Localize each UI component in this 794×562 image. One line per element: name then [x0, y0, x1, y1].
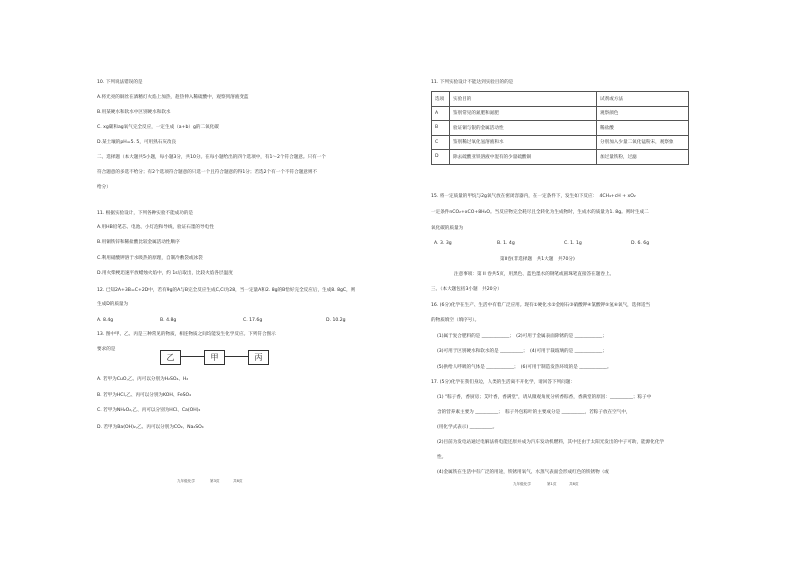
diagram-box-yi: 乙 — [160, 350, 181, 365]
row-method: 加过量铁粉，过滤 — [597, 150, 689, 165]
q17-line1: 17. (5分)化学在我们身边，人类的生活离不开化学，请回答下列问题： — [431, 380, 575, 385]
table-row — [432, 121, 689, 136]
diagram-box-jia: 甲 — [204, 350, 225, 365]
q11b-stem: 11. 下列实验设计不能达到实验目的的是 — [431, 80, 514, 85]
part2-title: 第II卷(非选择题 共1大题 共70分) — [500, 257, 575, 262]
row-option: D — [432, 150, 450, 165]
q17-line2: (1) "粽子香，香厨房；艾叶香，香满堂"，请从微观角度分析香粽香，香满堂的原因：__________；粽子中 — [437, 395, 652, 400]
header-option: 选项 — [432, 92, 450, 107]
row-method: 分别加入少量二氧化锰粉末，观察象 — [597, 135, 689, 150]
q17-line5: (2)目前为发电站通过电解法将电能还原并成为汽车发动机燃料，其中还由于太阳光发出的中子可助，能源化化学 — [437, 440, 665, 445]
q12-option-c: C. 17.6g — [243, 318, 263, 323]
footer-subject: 九年级化学 — [513, 482, 531, 486]
header-method: 试剂或方法 — [597, 92, 689, 107]
q17-line6: 性。 — [437, 455, 447, 460]
q15-option-c: C. 1. 1g — [564, 241, 582, 246]
part2-note: 注意事项：第 II 卷共5页，用黑色、蓝色墨水的钢笔或圆珠笔直接答在题卷上。 — [454, 272, 615, 277]
q17-line3: 含的营养素主要为 __________； 粽子外包粽叶的主要成分是 __________，若粽子放在空气中， — [437, 410, 631, 415]
q15-option-d: D. 6. 6g — [631, 241, 650, 246]
row-purpose: 鉴别稀过氧化氢溶液和水 — [450, 135, 597, 150]
q10-option-d: D.某土壤的pH=5. 5，可用熟石灰改良 — [97, 140, 177, 145]
q13-stem-2: 要求的是 — [97, 347, 116, 352]
q12-line1: 12. 已知2A+3B=C+2D中，若有9g的A与B完全反应生成C,Cl为28，当一定量A和2. 8g的B恰好完全反应后，生成8. 8gC，则 — [97, 288, 356, 293]
q10-option-c: C. xg碳和ag氧气完全反应，一定生成（a+b）g的二氧化碳 — [97, 125, 219, 130]
table-row — [432, 135, 689, 150]
q11-option-c: C.利用硝酸钾溶于水吸热的原理，自制冷敷袋或冰袋 — [97, 256, 203, 261]
table-row — [432, 150, 689, 165]
row-purpose: 验证铜与银的金属活动性 — [450, 121, 597, 136]
q15-option-b: B. 1. 4g — [497, 241, 515, 246]
section2-line3: 给分） — [97, 185, 111, 190]
table-row — [432, 106, 689, 121]
q17-line4: (用化学式表示) __________。 — [437, 425, 498, 430]
section3-title: 三、（本大题包括3小题 共20分） — [431, 287, 502, 292]
q10-stem: 10. 下列说法错误的是 — [97, 80, 143, 85]
row-option: A — [432, 106, 450, 121]
row-method: 稀盐酸 — [597, 121, 689, 136]
q13-option-c: C. 若甲为NH₂O₂,乙、丙可以分别为HCl、Ca(OH)₂ — [97, 408, 201, 413]
q11-stem: 11. 根据实验设计，下列各种实验不能成功的是 — [97, 211, 194, 216]
experiment-table — [431, 91, 689, 165]
header-purpose: 实验目的 — [450, 92, 597, 107]
q15-line2: 一定条件nCO₂+xCO+8H₂O。当反应物完全耗尽且全转化为生成物时，生成水的质量为1. 8g。则时生成二 — [431, 210, 649, 215]
row-option: B — [432, 121, 450, 136]
footer-page: 第1页 — [547, 482, 557, 486]
q16-line2: 的物质填空（填序号）。 — [431, 318, 480, 323]
exam-page-right — [397, 0, 794, 562]
q15-line1: 15. 将一定质量的甲烷与2g氧气放在密闭容器内，在一定条件下，发生如下反应： 4CH₄+cH + xO₂ — [431, 194, 636, 199]
q13-stem: 13. 图中甲、乙、丙是三种常见的物质，相连物质之间均能发生化学反应。下列符合图示 — [97, 332, 276, 337]
q17-line7: (4)金属铁在生活中有广泛的用途，铁锈用氧气、水蒸气表面会形成红色的铁锈物（或 — [437, 470, 609, 475]
q16-sub1: (1)属于复合肥料的是 ____________； (2)可用于金属表面除锈的是 ____________； — [437, 334, 607, 339]
q16-sub2: (3)可用于区别硬水和软水的是 __________； (4)可用于裁玻璃的是 ____________； — [437, 349, 607, 354]
q11-option-d: D.用火柴梗迅速平放蜡烛火焰中，约 1s后取出，比较火焰各层温度 — [97, 271, 233, 276]
q12-option-d: D. 10.2g — [326, 318, 346, 323]
q10-option-b: B.用某硬水和软水中区别硬水和软水 — [97, 110, 171, 115]
section2-line2: 符合题意的多选不给分；有2个选项符合题意的只选一个且符合题意的得1分；若选2个有一个不符合题意则不 — [97, 170, 318, 175]
q15-line3: 氧化碳的质量为 — [431, 226, 464, 231]
footer-total: 共8页 — [233, 479, 243, 483]
q12-option-b: B. 4.8g — [160, 318, 177, 323]
table-header-row — [432, 92, 689, 107]
q13-option-d: D. 若甲为Ba(OH)₂,乙、丙可以分别为CO₂、Na₂SO₄ — [97, 425, 204, 430]
q11-option-b: B.用铜铁锌和稀盐酸比较金属活动性顺序 — [97, 240, 180, 245]
q13-option-a: A. 若甲为CuO,乙、丙可以分别为H₂SO₄、H₂ — [97, 377, 189, 382]
footer-page: 第3页 — [210, 479, 220, 483]
diagram-connector-1 — [180, 356, 204, 357]
row-purpose: 鉴别常见的氮肥和氮肥 — [450, 106, 597, 121]
row-method: 观察颜色 — [597, 106, 689, 121]
q10-option-a: A.将光亮的铜丝在酒精灯火焰上加热，趁热伸入稀硫酸中，观察到溶液变蓝 — [97, 95, 249, 100]
q11-option-a: A.用HB铅笔芯、电池、小灯泡和导线，验证石墨的导电性 — [97, 225, 214, 230]
row-option: C — [432, 135, 450, 150]
q12-line2: 生成D的质量为 — [97, 302, 129, 307]
q15-option-a: A. 3. 3g — [434, 241, 452, 246]
q16-sub3: (5)供给人呼吸的气体是 ____________； (6)可用于制造发热环境的是 ____________。 — [437, 365, 612, 370]
q12-option-a: A. 8.4g — [97, 318, 114, 323]
q13-option-b: B. 若甲为HCl,乙、丙可以分别为KOH、FeSO₄ — [97, 393, 192, 398]
footer-total: 共8页 — [569, 482, 579, 486]
footer-subject: 九年级化学 — [177, 479, 195, 483]
row-purpose: 除去硫酸亚铁溶液中混有的少量硫酸铜 — [450, 150, 597, 165]
q16-line1: 16. (6分)化学在生产、生活中有着广泛应用。现有①硬化水②金刚石③硝酸钾④氯酸钾⑤氢⑥氧气，选择适当 — [431, 303, 651, 308]
section2-line1: 二、选择题（本大题共5小题，每小题3分，共10分。在每小题给出的四个选项中，有1～2个符合题意。只有一个 — [97, 155, 326, 160]
diagram-connector-2 — [224, 356, 248, 357]
diagram-box-bing: 丙 — [248, 350, 269, 365]
